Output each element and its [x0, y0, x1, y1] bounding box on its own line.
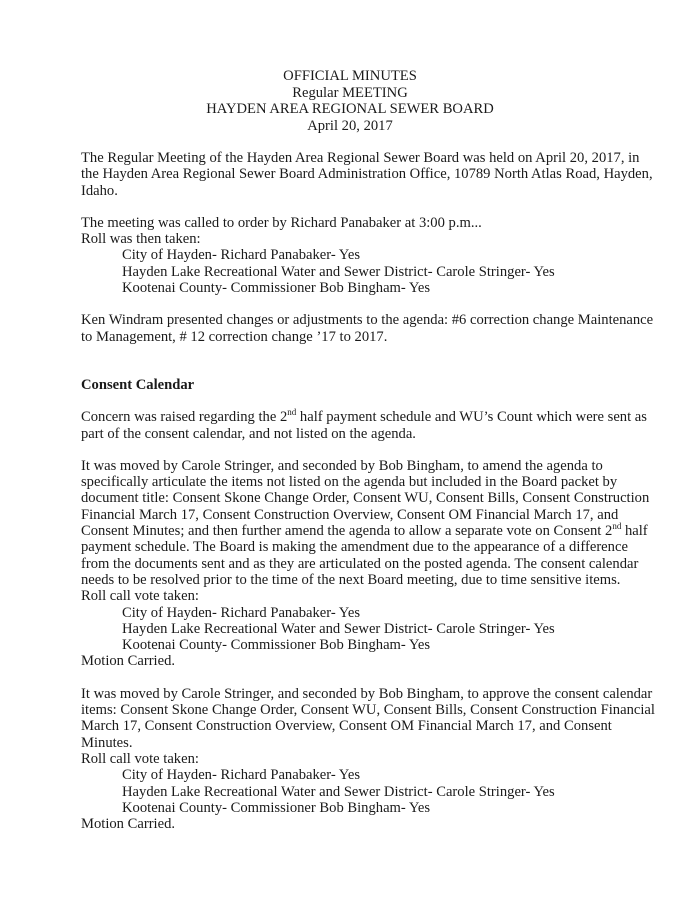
header-title: OFFICIAL MINUTES — [283, 68, 417, 84]
roll-call-line: Roll call vote taken: — [81, 750, 199, 767]
concern-line: part of the consent calendar, and not listed on the agenda. — [81, 425, 416, 442]
concern-line: Concern was raised regarding the 2nd half payment schedule and WU’s Count which were sent as — [81, 407, 647, 426]
roll-entry: City of Hayden- Richard Panabaker- Yes — [122, 247, 361, 264]
motion-line: March 17, Consent Construction Overview, Consent OM Financial March 17, and Consent — [81, 718, 612, 735]
motion-line: payment schedule. The Board is making the amendment due to the appearance of a difference — [81, 539, 628, 556]
motion-line: Financial March 17, Consent Construction Overview, Consent OM Financial March 17, and — [81, 506, 619, 523]
header-board-name: HAYDEN AREA REGIONAL SEWER BOARD — [206, 101, 494, 117]
document-body — [81, 150, 666, 832]
roll-entry: Hayden Lake Recreational Water and Sewer District- Carole Stringer- Yes — [122, 263, 555, 280]
call-to-order-paragraph — [81, 215, 666, 296]
motion-line: Consent Minutes; and then further amend the agenda to allow a separate vote on Consent 2nd half — [81, 521, 648, 540]
header-date: April 20, 2017 — [307, 117, 393, 134]
vote-entry: Kootenai County- Commissioner Bob Bingham- Yes — [122, 799, 431, 816]
intro-line: the Hayden Area Regional Sewer Board Administration Office, 10789 North Atlas Road, Hayden, — [81, 166, 653, 183]
motion-line: needs to be resolved prior to the time of the next Board meeting, due to time sensitive items. — [81, 571, 621, 588]
motion-line: specifically articulate the items not listed on the agenda but included in the Board packet by — [81, 474, 618, 491]
motion-line: from the documents sent and as they are articulated on the posted agenda. The consent calendar — [81, 555, 639, 572]
agenda-changes-paragraph — [81, 312, 666, 345]
vote-entry: City of Hayden- Richard Panabaker- Yes — [122, 767, 361, 784]
vote-entry: Hayden Lake Recreational Water and Sewer District- Carole Stringer- Yes — [122, 620, 555, 637]
intro-paragraph — [81, 150, 666, 199]
agenda-changes-line: to Management, # 12 correction change ’17 to 2017. — [81, 328, 388, 345]
motion-approve-consent — [81, 686, 666, 833]
motion-line: It was moved by Carole Stringer, and seconded by Bob Bingham, to amend the agenda to — [81, 457, 603, 474]
motion-line: items: Consent Skone Change Order, Consent WU, Consent Bills, Consent Construction Financial — [81, 702, 655, 719]
agenda-changes-line: Ken Windram presented changes or adjustments to the agenda: #6 correction change Maintenance — [81, 312, 654, 329]
motion-line: Minutes. — [81, 734, 133, 751]
roll-call-line: Roll call vote taken: — [81, 588, 199, 605]
concern-paragraph — [81, 409, 666, 442]
roll-taken-line: Roll was then taken: — [81, 231, 201, 248]
vote-entry: Kootenai County- Commissioner Bob Bingham- Yes — [122, 637, 431, 654]
roll-entry: Kootenai County- Commissioner Bob Bingham- Yes — [122, 280, 431, 297]
vote-entry: City of Hayden- Richard Panabaker- Yes — [122, 604, 361, 621]
section-heading: Consent Calendar — [81, 376, 195, 393]
intro-line: Idaho. — [81, 182, 118, 199]
motion-line: It was moved by Carole Stringer, and seconded by Bob Bingham, to approve the consent calendar — [81, 685, 653, 702]
motion-line: document title: Consent Skone Change Order, Consent WU, Consent Bills, Consent Construction — [81, 490, 650, 507]
call-to-order-line: The meeting was called to order by Richard Panabaker at 3:00 p.m... — [81, 214, 482, 231]
header-meeting-type: Regular MEETING — [292, 84, 408, 101]
motion-result: Motion Carried. — [81, 816, 176, 833]
document-header — [0, 68, 700, 134]
intro-line: The Regular Meeting of the Hayden Area Regional Sewer Board was held on April 20, 2017, in — [81, 150, 640, 166]
vote-entry: Hayden Lake Recreational Water and Sewer District- Carole Stringer- Yes — [122, 783, 555, 800]
motion-result: Motion Carried. — [81, 653, 176, 670]
motion-amend-agenda — [81, 458, 666, 670]
